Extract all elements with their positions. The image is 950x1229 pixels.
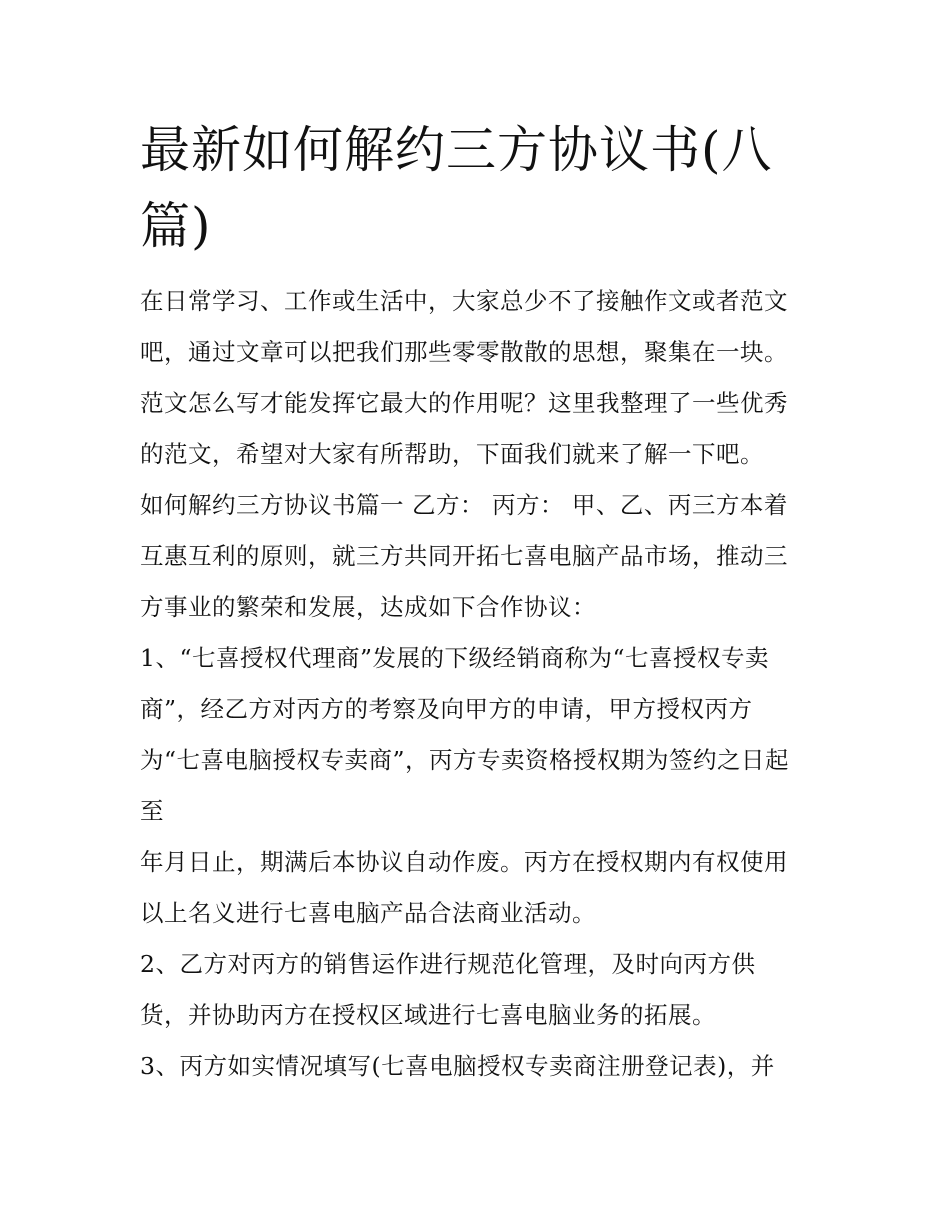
body-line: 以上名义进行七喜电脑产品合法商业活动。	[140, 899, 596, 927]
body-line: 货，并协助丙方在授权区域进行七喜电脑业务的拓展。	[140, 1001, 716, 1029]
body-line: 如何解约三方协议书篇一 乙方： 丙方： 甲、乙、丙三方本着	[140, 491, 788, 519]
body-line: 的范文，希望对大家有所帮助，下面我们就来了解一下吧。	[140, 440, 764, 468]
body-line: 互惠互利的原则，就三方共同开拓七喜电脑产品市场，推动三	[140, 542, 788, 570]
body-line: 商”，经乙方对丙方的考察及向甲方的申请，甲方授权丙方	[140, 695, 753, 723]
body-line: 为“七喜电脑授权专卖商”，丙方专卖资格授权期为签约之日起	[140, 746, 790, 774]
document-body	[140, 276, 820, 1092]
title-line-2: 篇)	[140, 197, 212, 255]
body-line: 2、乙方对丙方的销售运作进行规范化管理，及时向丙方供	[140, 950, 756, 978]
body-line: 范文怎么写才能发挥它最大的作用呢？这里我整理了一些优秀	[140, 389, 788, 417]
body-line: 1、“七喜授权代理商”发展的下级经销商称为“七喜授权专卖	[140, 644, 769, 672]
body-line: 年月日止，期满后本协议自动作废。丙方在授权期内有权使用	[140, 848, 788, 876]
title-line-1: 最新如何解约三方协议书(八	[140, 121, 773, 179]
body-line: 方事业的繁荣和发展，达成如下合作协议：	[140, 593, 596, 621]
body-line: 在日常学习、工作或生活中，大家总少不了接触作文或者范文	[140, 287, 788, 315]
body-line: 吧，通过文章可以把我们那些零零散散的思想，聚集在一块。	[140, 338, 788, 366]
document-title	[140, 112, 820, 264]
body-line: 至	[140, 797, 164, 825]
body-line: 3、丙方如实情况填写(七喜电脑授权专卖商注册登记表)，并	[140, 1052, 775, 1080]
